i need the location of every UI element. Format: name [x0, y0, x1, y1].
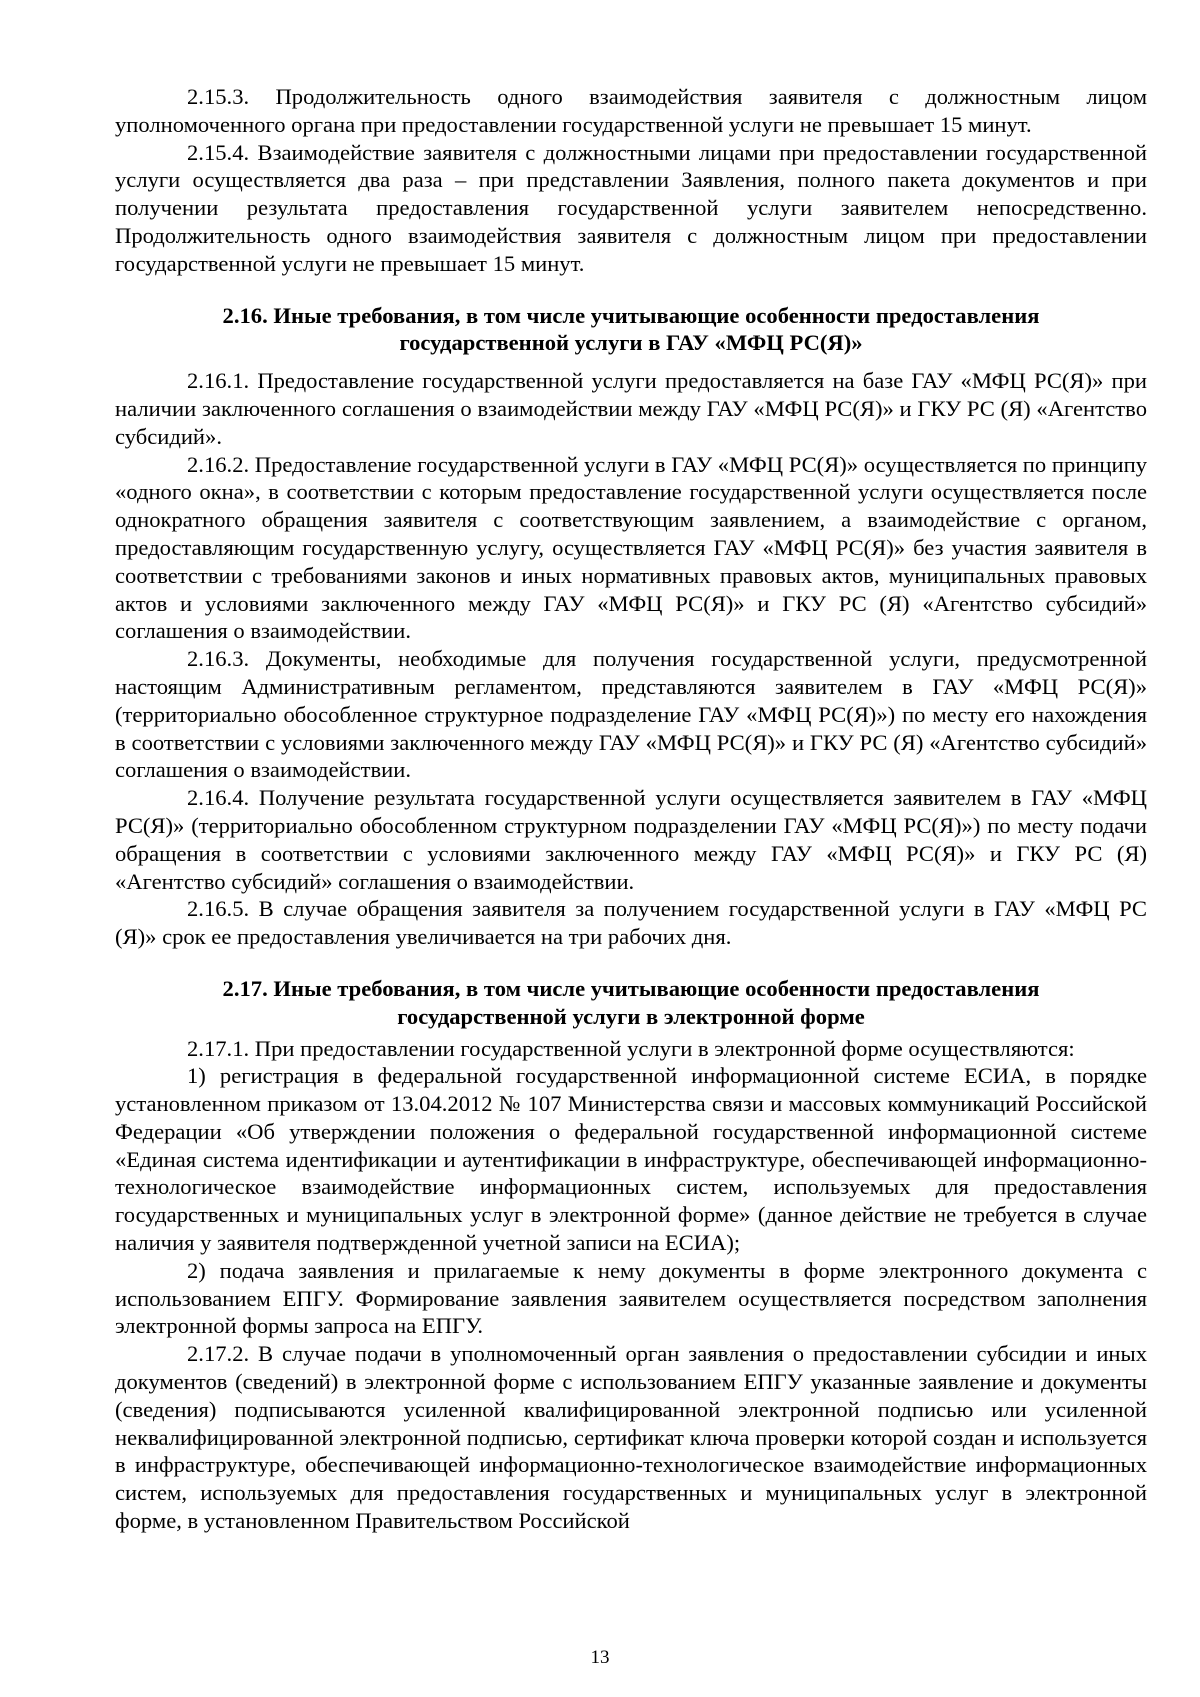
document-page: [115, 83, 1147, 1535]
list-item-1: 1) регистрация в федеральной государственной информационной системе ЕСИА, в порядке установленном приказом от 13.04.2012 № 107 Министерства связи и массовых коммуникаций Российской Федерации «Об утверждении положения о федеральной государственной информационной системе «Единая система идентификации и аутентификации в инфраструктуре, обеспечивающей информационно-технологическое взаимодействие информационных систем, используемых для предоставления государственных и муниципальных услуг в электронной форме» (данное действие не требуется в случае наличия у заявителя подтвержденной учетной записи на ЕСИА);: [115, 1063, 1147, 1256]
section-2-16: [115, 302, 1147, 951]
section-2-17: [115, 975, 1147, 1535]
section-heading-2-17: [115, 975, 1147, 1031]
heading-line: 2.16. Иные требования, в том числе учитывающие особенности предоставления: [222, 302, 1040, 328]
paragraph-2-16-1: 2.16.1. Предоставление государственной услуги предоставляется на базе ГАУ «МФЦ РС(Я)» при наличии заключенного соглашения о взаимодействии между ГАУ «МФЦ РС(Я)» и ГКУ РС (Я) «Агентство субсидий».: [115, 368, 1147, 449]
paragraph-2-15-4: 2.15.4. Взаимодействие заявителя с должностными лицами при предоставлении государственной услуги осуществляется два раза – при представлении Заявления, полного пакета документов и при получении результата предоставления государственной услуги заявителем непосредственно. Продолжительность одного взаимодействия заявителя с должностным лицом при предоставлении государственной услуги не превышает 15 минут.: [115, 139, 1147, 276]
paragraph-2-16-5: 2.16.5. В случае обращения заявителя за получением государственной услуги в ГАУ «МФЦ РС (Я)» срок ее предоставления увеличивается на три рабочих дня.: [115, 896, 1147, 950]
paragraph-2-17-1: 2.17.1. При предоставлении государственной услуги в электронной форме осуществляются:: [187, 1035, 1075, 1061]
section-heading-2-16: [115, 302, 1147, 358]
list-item-2: 2) подача заявления и прилагаемые к нему документы в форме электронного документа с использованием ЕПГУ. Формирование заявления заявителем осуществляется посредством заполнения электронной формы запроса на ЕПГУ.: [115, 1257, 1147, 1339]
paragraph-2-16-4: 2.16.4. Получение результата государственной услуги осуществляется заявителем в ГАУ «МФЦ РС(Я)» (территориально обособленном структурном подразделении ГАУ «МФЦ РС(Я)») по месту подачи обращения в соответствии с условиями заключенного между ГАУ «МФЦ РС(Я)» и ГКУ РС (Я) «Агентство субсидий» соглашения о взаимодействии.: [115, 785, 1147, 894]
paragraph-2-17-2: 2.17.2. В случае подачи в уполномоченный орган заявления о предоставлении субсидии и иных документов (сведений) в электронной форме с использованием ЕПГУ указанные заявление и документы (сведения) подписываются усиленной квалифицированной электронной подписью или усиленной неквалифицированной электронной подписью, сертификат ключа проверки которой создан и используется в инфраструктуре, обеспечивающей информационно-технологическое взаимодействие информационных систем, используемых для предоставления государственных и муниципальных услуг в электронной форме, в установленном Правительством Российской: [115, 1341, 1147, 1534]
heading-line: государственной услуги в электронной форме: [397, 1003, 865, 1029]
page-number: 13: [590, 1647, 610, 1668]
paragraph-2-16-2: 2.16.2. Предоставление государственной услуги в ГАУ «МФЦ РС(Я)» осуществляется по принципу «одного окна», в соответствии с которым предоставление государственной услуги осуществляется после однократного обращения заявителя с соответствующим заявлением, а взаимодействие с органом, предоставляющим государственную услугу, осуществляется ГАУ «МФЦ РС(Я)» без участия заявителя в соответствии с требованиями законов и иных нормативных правовых актов, муниципальных правовых актов и условиями заключенного между ГАУ «МФЦ РС(Я)» и ГКУ РС (Я) «Агентство субсидий» соглашения о взаимодействии.: [115, 451, 1147, 644]
section-2-15: [115, 83, 1147, 278]
heading-line: 2.17. Иные требования, в том числе учитывающие особенности предоставления: [222, 975, 1040, 1001]
paragraph-2-15-3: 2.15.3. Продолжительность одного взаимодействия заявителя с должностным лицом уполномоченного органа при предоставлении государственной услуги не превышает 15 минут.: [115, 84, 1147, 137]
paragraph-2-16-3: 2.16.3. Документы, необходимые для получения государственной услуги, предусмотренной настоящим Административным регламентом, представляются заявителем в ГАУ «МФЦ РС(Я)» (территориально обособленное структурное подразделение ГАУ «МФЦ РС(Я)») по месту его нахождения в соответствии с условиями заключенного между ГАУ «МФЦ РС(Я)» и ГКУ РС (Я) «Агентство субсидий» соглашения о взаимодействии.: [115, 646, 1147, 783]
heading-line: государственной услуги в ГАУ «МФЦ РС(Я)»: [399, 330, 863, 356]
